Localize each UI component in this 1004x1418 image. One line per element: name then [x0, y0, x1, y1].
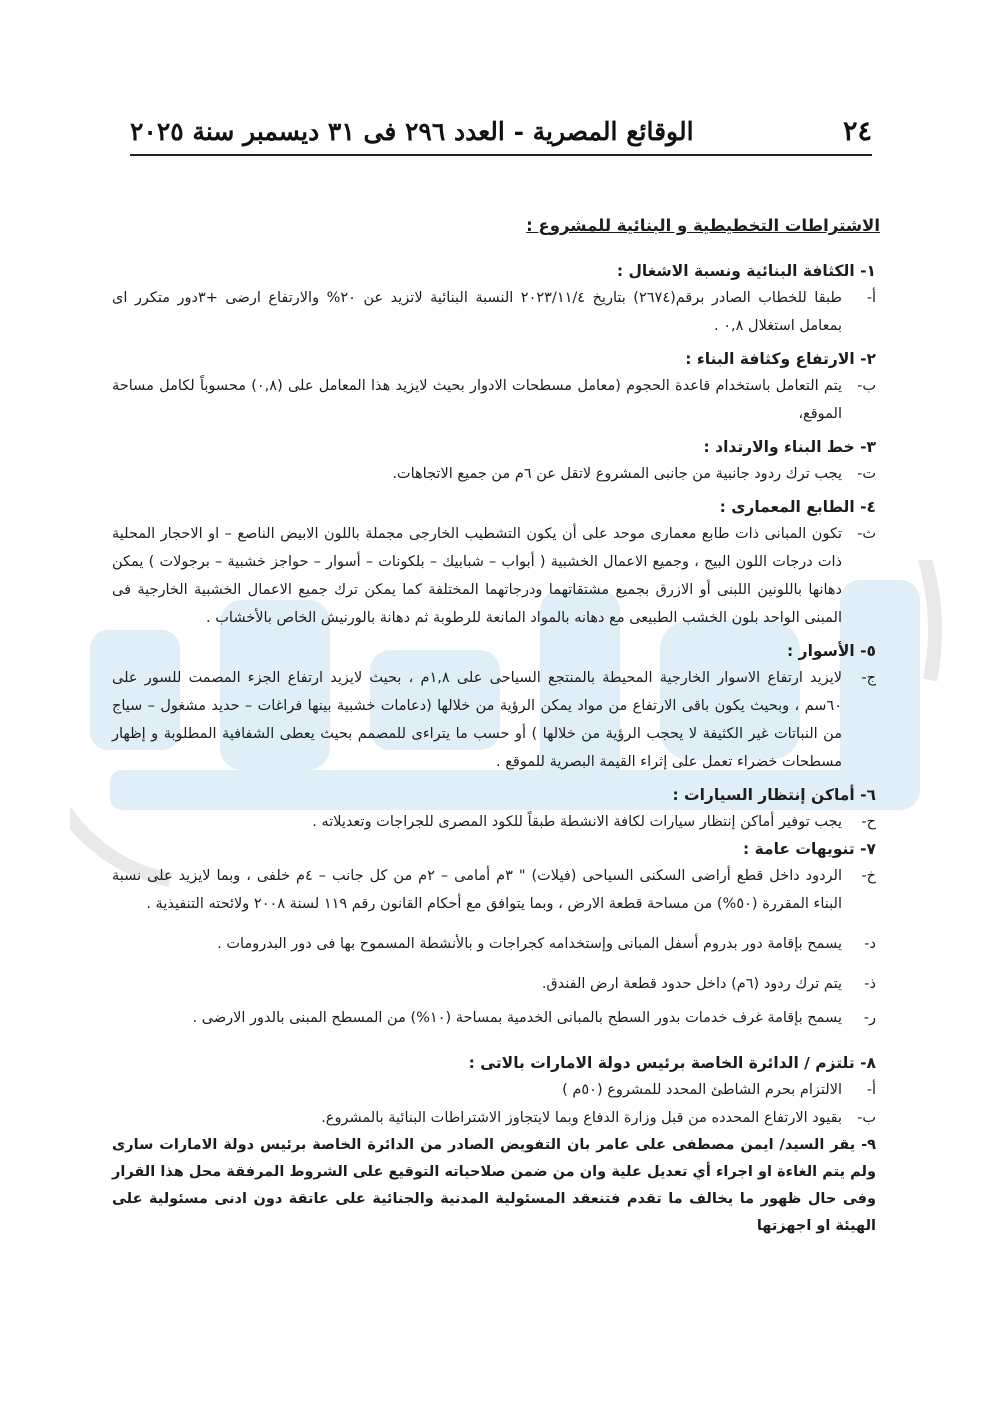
list-item — [112, 284, 876, 340]
section-height-density — [112, 346, 876, 428]
section-architectural-style — [112, 494, 876, 632]
section-general-notes — [112, 836, 876, 1032]
item-letter: أ- — [866, 1082, 876, 1098]
list-item — [112, 664, 876, 776]
item-text: لايزيد ارتفاع الاسوار الخارجية المحيطة بالمنتجع السياحى على ١,٨م ، بحيث لايزيد ارتفاع الجزء المصمت للسور على ٦٠سم ، وبحيث يكون باقى الارتفاع من مواد يمكن الرؤية من خلالها (دعامات خشبية بينها فراغات – حديد مشغول – سياج من النباتات غير الكثيفة لا يحجب الرؤية من خلالها ) أو حسب ما يتراءى للمصمم بحيث يعطى الشفافية المطلوبة و إظهار مسطحات خضراء تعمل على إثراء القيمة البصرية للموقع . — [112, 670, 843, 770]
section-parking — [112, 782, 876, 836]
item-letter: ر- — [863, 1010, 876, 1026]
section-building-density — [112, 258, 876, 340]
item-text: يجب توفير أماكن إنتظار سيارات لكافة الانشطة طبقاً للكود المصرى للجراجات وتعديلاته . — [312, 814, 842, 830]
section-setbacks — [112, 434, 876, 488]
journal-title: الوقائع المصرية - العدد ٢٩٦ فى ٣١ ديسمبر سنة ٢٠٢٥ — [130, 116, 694, 146]
list-item — [112, 862, 876, 918]
item-letter: أ- — [866, 290, 876, 306]
item-letter: ب- — [857, 378, 876, 394]
section-heading: ٤- الطابع المعمارى : — [719, 498, 876, 516]
list-item — [112, 808, 876, 836]
item-text: طبقا للخطاب الصادر برقم(٢٦٧٤) بتاريخ ٢٠٢٣/١١/٤ النسبة البنائية لاتزيد عن ٢٠% والارتفاع ارضى +٣دور متكرر اى بمعامل استغلال ٠,٨ . — [112, 290, 842, 334]
item-letter: د- — [864, 936, 876, 952]
section-heading: ١- الكثافة البنائية ونسبة الاشغال : — [616, 262, 876, 280]
section-heading: ٢- الارتفاع وكثافة البناء : — [685, 350, 876, 368]
declaration-clause: ٩- يقر السيد/ ايمن مصطفى على عامر بان التفويض الصادر من الدائرة الخاصة برئيس دولة الامارات سارى ولم يتم الغاءة او اجراء أي تعديل علية وان من ضمن صلاحياته التوقيع على الشروط المرفقة محل هذا القرار وفى حال ظهور ما يخالف ما تقدم فتنعقد المسئولية المدنية والجنائية على عاتقة دون ادنى مسئولية على الهيئة او اجهزتها — [112, 1137, 876, 1234]
item-text: بقيود الارتفاع المحدده من قبل وزارة الدفاع وبما لايتجاوز الاشتراطات البنائية بالمشروع. — [321, 1110, 842, 1126]
list-item — [112, 372, 876, 428]
list-item — [112, 460, 876, 488]
item-letter: ت- — [857, 466, 876, 482]
item-letter: ج- — [861, 670, 876, 686]
list-item — [112, 520, 876, 632]
item-text: تكون المبانى ذات طابع معمارى موحد على أن يكون التشطيب الخارجى مجملة باللون الابيض الناصع – او الاحجار المحلية ذات درجات اللون البيج ، وجميع الاعمال الخشبية ( أبواب – شبابيك – بلكونات – أسوار – حواجز خشبية – برجولات ) يمكن دهانها باللونين اللبنى أو الازرق بجميع مشتقاتهما ودرجاتهما المختلفة كما يمكن ترك جميع الاعمال الخشبية الخارجية فى المبنى الواحد بلون الخشب الطبيعى مع دهانه بالمواد المانعة للرطوبة ثم دهانة بالورنيش الخاص بالأخشاب . — [112, 526, 842, 626]
page-number: ٢٤ — [842, 115, 872, 147]
item-letter: خ- — [861, 868, 876, 884]
item-text: الردود داخل قطع أراضى السكنى السياحى (فيلات) " ٣م أمامى – ٢م من كل جانب – ٤م خلفى ، وبما لايزيد على نسبة البناء المقررة (٥٠%) من مساحة قطعة الارض ، وبما يتوافق مع أحكام القانون رقم ١١٩ لسنة ٢٠٠٨ ولائحته التنفيذية . — [112, 868, 842, 912]
section-heading: ٥- الأسوار : — [787, 642, 876, 660]
section-commitments — [112, 1050, 876, 1132]
item-text: الالتزام بحرم الشاطئ المحدد للمشروع (٥٠م ) — [562, 1082, 842, 1098]
item-text: يتم التعامل باستخدام قاعدة الحجوم (معامل مسطحات الادوار بحيث لايزيد هذا المعامل على (٠,٨) محسوباً لكامل مساحة الموقع، — [112, 378, 842, 422]
page-header — [130, 108, 872, 156]
section-heading: ٦- أماكن إنتظار السيارات : — [672, 786, 876, 804]
item-letter: ب- — [857, 1110, 876, 1126]
item-letter: ح- — [861, 814, 876, 830]
item-text: يتم ترك ردود (٦م) داخل حدود قطعة ارض الفندق. — [541, 976, 842, 992]
document-title: الاشتراطات التخطيطية و البنائية للمشروع : — [526, 216, 880, 235]
section-heading: ٨- تلتزم / الدائرة الخاصة برئيس دولة الامارات بالاتى : — [468, 1054, 876, 1072]
item-text: يسمح بإقامة دور بدروم أسفل المبانى وإستخدامه كجراجات و بالأنشطة المسموح بها فى دور البدرومات . — [217, 936, 842, 952]
item-letter: ذ- — [864, 976, 876, 992]
section-heading: ٧- تنويهات عامة : — [742, 840, 876, 858]
list-item — [112, 1004, 876, 1032]
list-item — [112, 930, 876, 958]
list-item — [112, 1104, 876, 1132]
item-letter: ث- — [857, 526, 876, 542]
item-text: يسمح بإقامة غرف خدمات بدور السطح بالمبانى الخدمية بمساحة (١٠%) من المسطح المبنى بالدور الارضى . — [192, 1010, 842, 1026]
item-text: يجب ترك ردود جانبية من جانبى المشروع لاتقل عن ٦م من جميع الاتجاهات. — [392, 466, 842, 482]
list-item — [112, 1076, 876, 1104]
list-item — [112, 970, 876, 998]
section-fences — [112, 638, 876, 776]
section-heading: ٣- خط البناء والارتداد : — [703, 438, 876, 456]
document-body — [112, 212, 880, 1240]
